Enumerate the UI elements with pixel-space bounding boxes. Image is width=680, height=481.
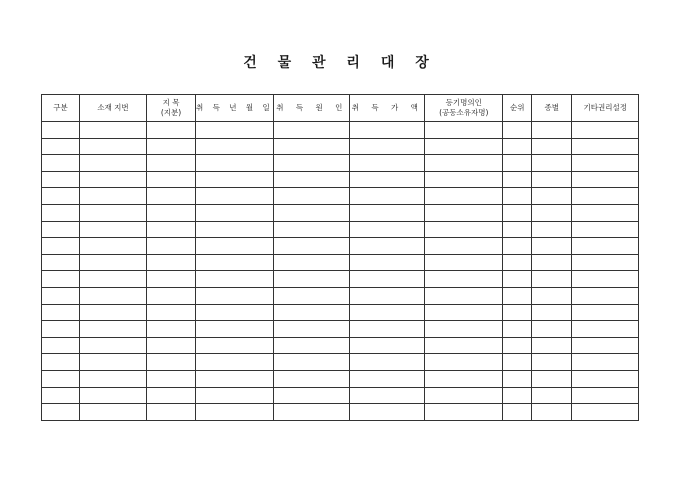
table-cell-land-category[interactable] — [147, 188, 196, 205]
ledger-body — [42, 122, 639, 421]
table-cell-location[interactable] — [80, 254, 147, 271]
table-cell-land-category[interactable] — [147, 304, 196, 321]
building-ledger-table — [41, 94, 639, 421]
table-cell-division[interactable] — [42, 387, 80, 404]
table-cell-registered-owner[interactable] — [425, 337, 503, 354]
table-cell-registered-owner[interactable] — [425, 321, 503, 338]
table-cell-acquired-date[interactable] — [196, 287, 274, 304]
table-cell-acquired-price[interactable] — [350, 171, 425, 188]
table-cell-type[interactable] — [532, 304, 572, 321]
table-cell-acquired-date[interactable] — [196, 387, 274, 404]
table-cell-other-rights[interactable] — [572, 271, 639, 288]
table-cell-acquired-date[interactable] — [196, 238, 274, 255]
table-cell-division[interactable] — [42, 138, 80, 155]
table-cell-acquired-date[interactable] — [196, 354, 274, 371]
table-cell-registered-owner[interactable] — [425, 387, 503, 404]
table-cell-type[interactable] — [532, 188, 572, 205]
table-cell-type[interactable] — [532, 337, 572, 354]
table-row — [42, 122, 639, 139]
header-land-category-line1: 지 목 — [162, 98, 180, 107]
table-cell-location[interactable] — [80, 404, 147, 421]
table-cell-type[interactable] — [532, 122, 572, 139]
table-row — [42, 404, 639, 421]
table-cell-division[interactable] — [42, 304, 80, 321]
table-cell-division[interactable] — [42, 321, 80, 338]
table-cell-acquired-price[interactable] — [350, 138, 425, 155]
table-cell-location[interactable] — [80, 337, 147, 354]
table-cell-rank[interactable] — [503, 238, 532, 255]
table-cell-division[interactable] — [42, 337, 80, 354]
table-cell-acquired-date[interactable] — [196, 337, 274, 354]
table-cell-other-rights[interactable] — [572, 155, 639, 172]
table-cell-other-rights[interactable] — [572, 238, 639, 255]
table-cell-acquired-date[interactable] — [196, 370, 274, 387]
table-cell-other-rights[interactable] — [572, 188, 639, 205]
table-cell-acquired-price[interactable] — [350, 404, 425, 421]
header-rank: 순위 — [503, 95, 532, 122]
table-cell-location[interactable] — [80, 238, 147, 255]
table-cell-division[interactable] — [42, 370, 80, 387]
table-cell-acquired-date[interactable] — [196, 155, 274, 172]
table-cell-acquired-date[interactable] — [196, 271, 274, 288]
header-row — [42, 95, 639, 122]
table-cell-type[interactable] — [532, 254, 572, 271]
table-cell-registered-owner[interactable] — [425, 204, 503, 221]
table-cell-location[interactable] — [80, 387, 147, 404]
table-cell-land-category[interactable] — [147, 321, 196, 338]
table-cell-acquired-price[interactable] — [350, 238, 425, 255]
table-cell-type[interactable] — [532, 287, 572, 304]
table-cell-other-rights[interactable] — [572, 138, 639, 155]
table-cell-type[interactable] — [532, 171, 572, 188]
table-cell-acquired-date[interactable] — [196, 304, 274, 321]
table-cell-acquired-date[interactable] — [196, 171, 274, 188]
table-cell-registered-owner[interactable] — [425, 271, 503, 288]
table-cell-location[interactable] — [80, 271, 147, 288]
table-cell-rank[interactable] — [503, 304, 532, 321]
header-registered-owner-line2: (공동소유자명) — [439, 108, 489, 117]
table-cell-division[interactable] — [42, 171, 80, 188]
header-acquired-cause: 취 득 원 인 — [274, 95, 350, 122]
table-cell-acquired-date[interactable] — [196, 204, 274, 221]
table-cell-type[interactable] — [532, 404, 572, 421]
table-cell-type[interactable] — [532, 321, 572, 338]
header-division: 구분 — [42, 95, 80, 122]
table-cell-registered-owner[interactable] — [425, 171, 503, 188]
table-cell-land-category[interactable] — [147, 122, 196, 139]
table-cell-acquired-date[interactable] — [196, 404, 274, 421]
table-cell-acquired-cause[interactable] — [274, 204, 350, 221]
header-registered-owner-line1: 등기명의인 — [445, 98, 482, 107]
table-cell-type[interactable] — [532, 155, 572, 172]
table-cell-acquired-price[interactable] — [350, 271, 425, 288]
table-cell-rank[interactable] — [503, 370, 532, 387]
header-land-category-line2: (지분) — [160, 108, 182, 117]
table-cell-registered-owner[interactable] — [425, 188, 503, 205]
table-cell-registered-owner[interactable] — [425, 155, 503, 172]
table-row — [42, 370, 639, 387]
table-cell-division[interactable] — [42, 155, 80, 172]
table-cell-location[interactable] — [80, 321, 147, 338]
table-cell-type[interactable] — [532, 138, 572, 155]
table-cell-rank[interactable] — [503, 271, 532, 288]
header-acquired-date: 취 득 년 월 일 — [196, 95, 274, 122]
table-cell-acquired-price[interactable] — [350, 387, 425, 404]
table-cell-location[interactable] — [80, 304, 147, 321]
table-row — [42, 204, 639, 221]
table-cell-acquired-price[interactable] — [350, 370, 425, 387]
table-cell-rank[interactable] — [503, 155, 532, 172]
document-title: 건 물 관 리 대 장 — [243, 55, 437, 71]
table-cell-rank[interactable] — [503, 254, 532, 271]
table-cell-rank[interactable] — [503, 171, 532, 188]
table-cell-acquired-cause[interactable] — [274, 188, 350, 205]
table-cell-registered-owner[interactable] — [425, 138, 503, 155]
table-cell-type[interactable] — [532, 271, 572, 288]
table-cell-rank[interactable] — [503, 387, 532, 404]
table-cell-rank[interactable] — [503, 204, 532, 221]
table-cell-acquired-cause[interactable] — [274, 138, 350, 155]
table-cell-rank[interactable] — [503, 287, 532, 304]
table-cell-acquired-price[interactable] — [350, 304, 425, 321]
table-cell-acquired-price[interactable] — [350, 122, 425, 139]
table-row — [42, 138, 639, 155]
table-row — [42, 287, 639, 304]
table-row — [42, 321, 639, 338]
table-cell-acquired-price[interactable] — [350, 321, 425, 338]
table-cell-acquired-cause[interactable] — [274, 171, 350, 188]
table-cell-location[interactable] — [80, 221, 147, 238]
header-other-rights: 기타권리설정 — [572, 95, 639, 122]
header-type: 종별 — [532, 95, 572, 122]
table-cell-other-rights[interactable] — [572, 337, 639, 354]
table-cell-acquired-price[interactable] — [350, 188, 425, 205]
table-row — [42, 271, 639, 288]
table-cell-other-rights[interactable] — [572, 370, 639, 387]
table-cell-rank[interactable] — [503, 138, 532, 155]
table-cell-acquired-price[interactable] — [350, 155, 425, 172]
table-cell-registered-owner[interactable] — [425, 404, 503, 421]
table-cell-registered-owner[interactable] — [425, 122, 503, 139]
table-cell-location[interactable] — [80, 204, 147, 221]
table-cell-acquired-cause[interactable] — [274, 387, 350, 404]
table-row — [42, 171, 639, 188]
table-cell-land-category[interactable] — [147, 138, 196, 155]
table-cell-other-rights[interactable] — [572, 221, 639, 238]
table-cell-location[interactable] — [80, 370, 147, 387]
table-cell-acquired-cause[interactable] — [274, 354, 350, 371]
table-cell-acquired-cause[interactable] — [274, 254, 350, 271]
table-row — [42, 221, 639, 238]
table-cell-land-category[interactable] — [147, 254, 196, 271]
table-cell-division[interactable] — [42, 204, 80, 221]
table-cell-acquired-price[interactable] — [350, 287, 425, 304]
table-cell-registered-owner[interactable] — [425, 221, 503, 238]
table-cell-registered-owner[interactable] — [425, 304, 503, 321]
table-cell-acquired-price[interactable] — [350, 204, 425, 221]
table-cell-location[interactable] — [80, 354, 147, 371]
header-acquired-price: 취 득 가 액 — [350, 95, 425, 122]
table-cell-rank[interactable] — [503, 221, 532, 238]
table-cell-registered-owner[interactable] — [425, 354, 503, 371]
table-cell-acquired-date[interactable] — [196, 188, 274, 205]
table-cell-acquired-cause[interactable] — [274, 221, 350, 238]
table-row — [42, 238, 639, 255]
table-cell-location[interactable] — [80, 188, 147, 205]
table-cell-acquired-price[interactable] — [350, 337, 425, 354]
table-cell-acquired-cause[interactable] — [274, 271, 350, 288]
table-row — [42, 304, 639, 321]
table-cell-rank[interactable] — [503, 122, 532, 139]
table-cell-land-category[interactable] — [147, 337, 196, 354]
table-cell-division[interactable] — [42, 271, 80, 288]
table-cell-rank[interactable] — [503, 188, 532, 205]
table-cell-acquired-date[interactable] — [196, 221, 274, 238]
table-cell-other-rights[interactable] — [572, 287, 639, 304]
table-cell-acquired-date[interactable] — [196, 254, 274, 271]
table-cell-acquired-date[interactable] — [196, 321, 274, 338]
table-row — [42, 155, 639, 172]
table-row — [42, 188, 639, 205]
table-cell-other-rights[interactable] — [572, 321, 639, 338]
table-cell-land-category[interactable] — [147, 204, 196, 221]
header-location: 소재 지번 — [80, 95, 147, 122]
table-cell-division[interactable] — [42, 188, 80, 205]
table-row — [42, 387, 639, 404]
table-cell-acquired-price[interactable] — [350, 354, 425, 371]
table-cell-acquired-cause[interactable] — [274, 238, 350, 255]
table-cell-land-category[interactable] — [147, 287, 196, 304]
table-cell-division[interactable] — [42, 287, 80, 304]
table-cell-type[interactable] — [532, 204, 572, 221]
table-cell-other-rights[interactable] — [572, 404, 639, 421]
table-cell-land-category[interactable] — [147, 155, 196, 172]
table-cell-location[interactable] — [80, 287, 147, 304]
table-cell-location[interactable] — [80, 138, 147, 155]
table-cell-division[interactable] — [42, 221, 80, 238]
table-cell-division[interactable] — [42, 404, 80, 421]
table-cell-land-category[interactable] — [147, 271, 196, 288]
header-land-category — [147, 95, 196, 122]
table-cell-other-rights[interactable] — [572, 304, 639, 321]
table-cell-type[interactable] — [532, 387, 572, 404]
table-cell-other-rights[interactable] — [572, 254, 639, 271]
table-cell-division[interactable] — [42, 354, 80, 371]
table-cell-location[interactable] — [80, 122, 147, 139]
table-cell-acquired-cause[interactable] — [274, 287, 350, 304]
table-cell-division[interactable] — [42, 238, 80, 255]
table-cell-acquired-price[interactable] — [350, 254, 425, 271]
table-cell-acquired-cause[interactable] — [274, 337, 350, 354]
table-cell-other-rights[interactable] — [572, 122, 639, 139]
table-cell-land-category[interactable] — [147, 370, 196, 387]
table-cell-registered-owner[interactable] — [425, 238, 503, 255]
table-cell-other-rights[interactable] — [572, 354, 639, 371]
table-row — [42, 337, 639, 354]
table-cell-rank[interactable] — [503, 404, 532, 421]
table-cell-acquired-cause[interactable] — [274, 304, 350, 321]
table-cell-division[interactable] — [42, 254, 80, 271]
table-cell-acquired-date[interactable] — [196, 138, 274, 155]
table-cell-division[interactable] — [42, 122, 80, 139]
table-cell-type[interactable] — [532, 238, 572, 255]
table-row — [42, 354, 639, 371]
table-cell-land-category[interactable] — [147, 238, 196, 255]
table-cell-other-rights[interactable] — [572, 204, 639, 221]
table-cell-land-category[interactable] — [147, 171, 196, 188]
table-cell-type[interactable] — [532, 370, 572, 387]
table-cell-rank[interactable] — [503, 337, 532, 354]
table-cell-land-category[interactable] — [147, 404, 196, 421]
table-cell-registered-owner[interactable] — [425, 370, 503, 387]
table-row — [42, 254, 639, 271]
table-cell-acquired-cause[interactable] — [274, 321, 350, 338]
table-cell-rank[interactable] — [503, 321, 532, 338]
header-registered-owner — [425, 95, 503, 122]
table-cell-other-rights[interactable] — [572, 171, 639, 188]
table-cell-registered-owner[interactable] — [425, 287, 503, 304]
table-cell-acquired-date[interactable] — [196, 122, 274, 139]
table-cell-acquired-cause[interactable] — [274, 122, 350, 139]
table-cell-acquired-cause[interactable] — [274, 155, 350, 172]
table-cell-other-rights[interactable] — [572, 387, 639, 404]
table-cell-location[interactable] — [80, 171, 147, 188]
table-cell-type[interactable] — [532, 354, 572, 371]
table-cell-acquired-price[interactable] — [350, 221, 425, 238]
table-cell-type[interactable] — [532, 221, 572, 238]
table-cell-registered-owner[interactable] — [425, 254, 503, 271]
table-cell-land-category[interactable] — [147, 221, 196, 238]
table-cell-acquired-cause[interactable] — [274, 370, 350, 387]
table-cell-location[interactable] — [80, 155, 147, 172]
table-cell-acquired-cause[interactable] — [274, 404, 350, 421]
table-cell-rank[interactable] — [503, 354, 532, 371]
table-cell-land-category[interactable] — [147, 387, 196, 404]
table-cell-land-category[interactable] — [147, 354, 196, 371]
